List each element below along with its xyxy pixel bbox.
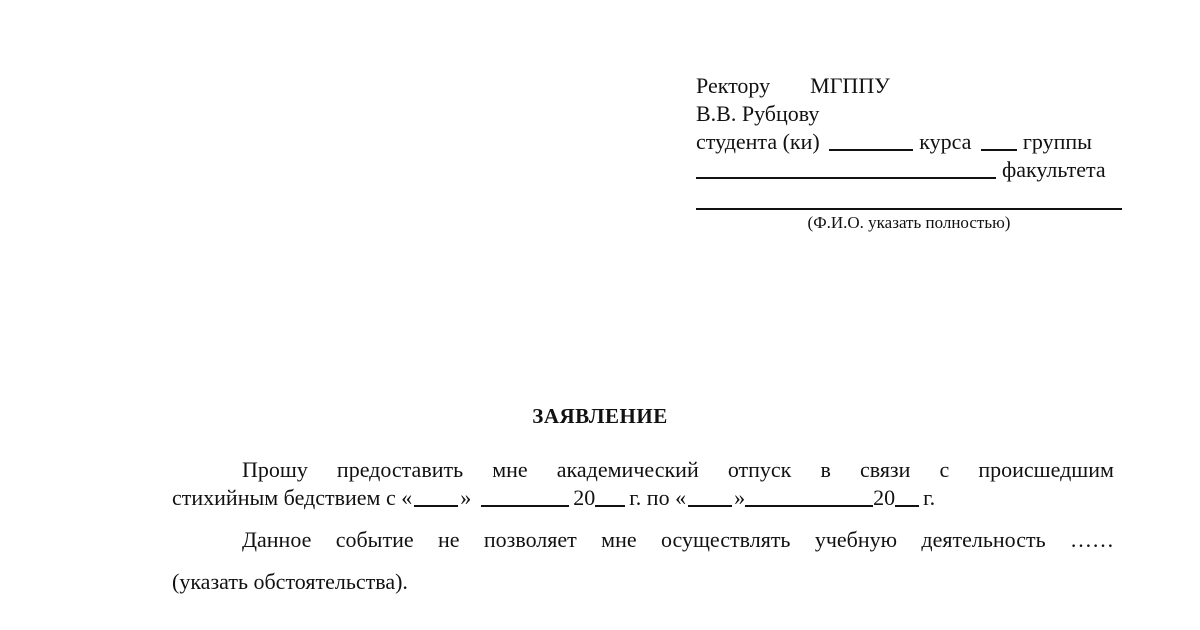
fio-hint: (Ф.И.О. указать полностью) [807, 213, 1011, 232]
end-day-blank[interactable] [688, 485, 732, 507]
course-word: курса [919, 129, 972, 154]
faculty-word: факультета [1002, 157, 1106, 182]
paragraph-2-word: не [437, 527, 460, 552]
year-prefix-2: 20 [873, 485, 896, 510]
paragraph-1-word: с [939, 457, 950, 482]
paragraph-1-word: в [820, 457, 831, 482]
paragraph-2-word: деятельность [921, 527, 1046, 552]
paragraph-2-word: позволяет [483, 527, 577, 552]
p1-g-end: г. [923, 485, 936, 510]
group-word: группы [1022, 129, 1092, 154]
paragraph-1-word: мне [492, 457, 528, 482]
paragraph-1-word: предоставить [336, 457, 464, 482]
p1-line2-start: стихийным бедствием с « [172, 485, 413, 510]
paragraph-2-word: осуществлять [660, 527, 791, 552]
end-month-blank[interactable] [745, 485, 873, 507]
group-blank[interactable] [981, 129, 1017, 151]
circumstances-hint: (указать обстоятельства). [172, 569, 408, 594]
statement-body [172, 456, 1114, 596]
paragraph-2-word: событие [335, 527, 414, 552]
rector-word: Ректору [696, 73, 771, 98]
paragraph-2-word: учебную [814, 527, 898, 552]
start-year-blank[interactable] [595, 485, 625, 507]
addressee-name-line [696, 100, 1122, 128]
p1-close-quote-1: » [460, 485, 472, 510]
paragraph-2-word: мне [601, 527, 637, 552]
year-prefix-1: 20 [573, 485, 596, 510]
paragraph-2-word: Данное [242, 527, 312, 552]
end-year-blank[interactable] [895, 485, 919, 507]
student-course-group-line [696, 128, 1122, 156]
faculty-line [696, 156, 1122, 184]
start-month-blank[interactable] [481, 485, 569, 507]
paragraph-2-word: …… [1069, 527, 1114, 552]
paragraph-1-word: связи [859, 457, 911, 482]
p1-close-quote-2: » [734, 485, 746, 510]
paragraph-1-line-2 [172, 484, 1114, 512]
paragraph-1-word: отпуск [727, 457, 792, 482]
organization-name: МГППУ [810, 73, 890, 98]
paragraph-1-line-1 [172, 456, 1114, 484]
paragraph-1-word: Прошу [242, 457, 308, 482]
addressee-block [696, 72, 1122, 184]
paragraph-2-line-1 [172, 526, 1114, 554]
document-title: ЗАЯВЛЕНИЕ [532, 404, 668, 428]
paragraph-1-word: происшедшим [978, 457, 1114, 482]
course-blank[interactable] [829, 129, 913, 151]
faculty-blank[interactable] [696, 157, 996, 179]
rector-name: В.В. Рубцову [696, 101, 820, 126]
paragraph-1-word: академический [556, 457, 699, 482]
start-day-blank[interactable] [414, 485, 458, 507]
p1-g-po: г. по « [629, 485, 687, 510]
addressee-rector-line [696, 72, 1122, 100]
student-word: студента (ки) [696, 129, 820, 154]
paragraph-2-line-2 [172, 568, 1114, 596]
fio-blank[interactable] [696, 208, 1122, 210]
